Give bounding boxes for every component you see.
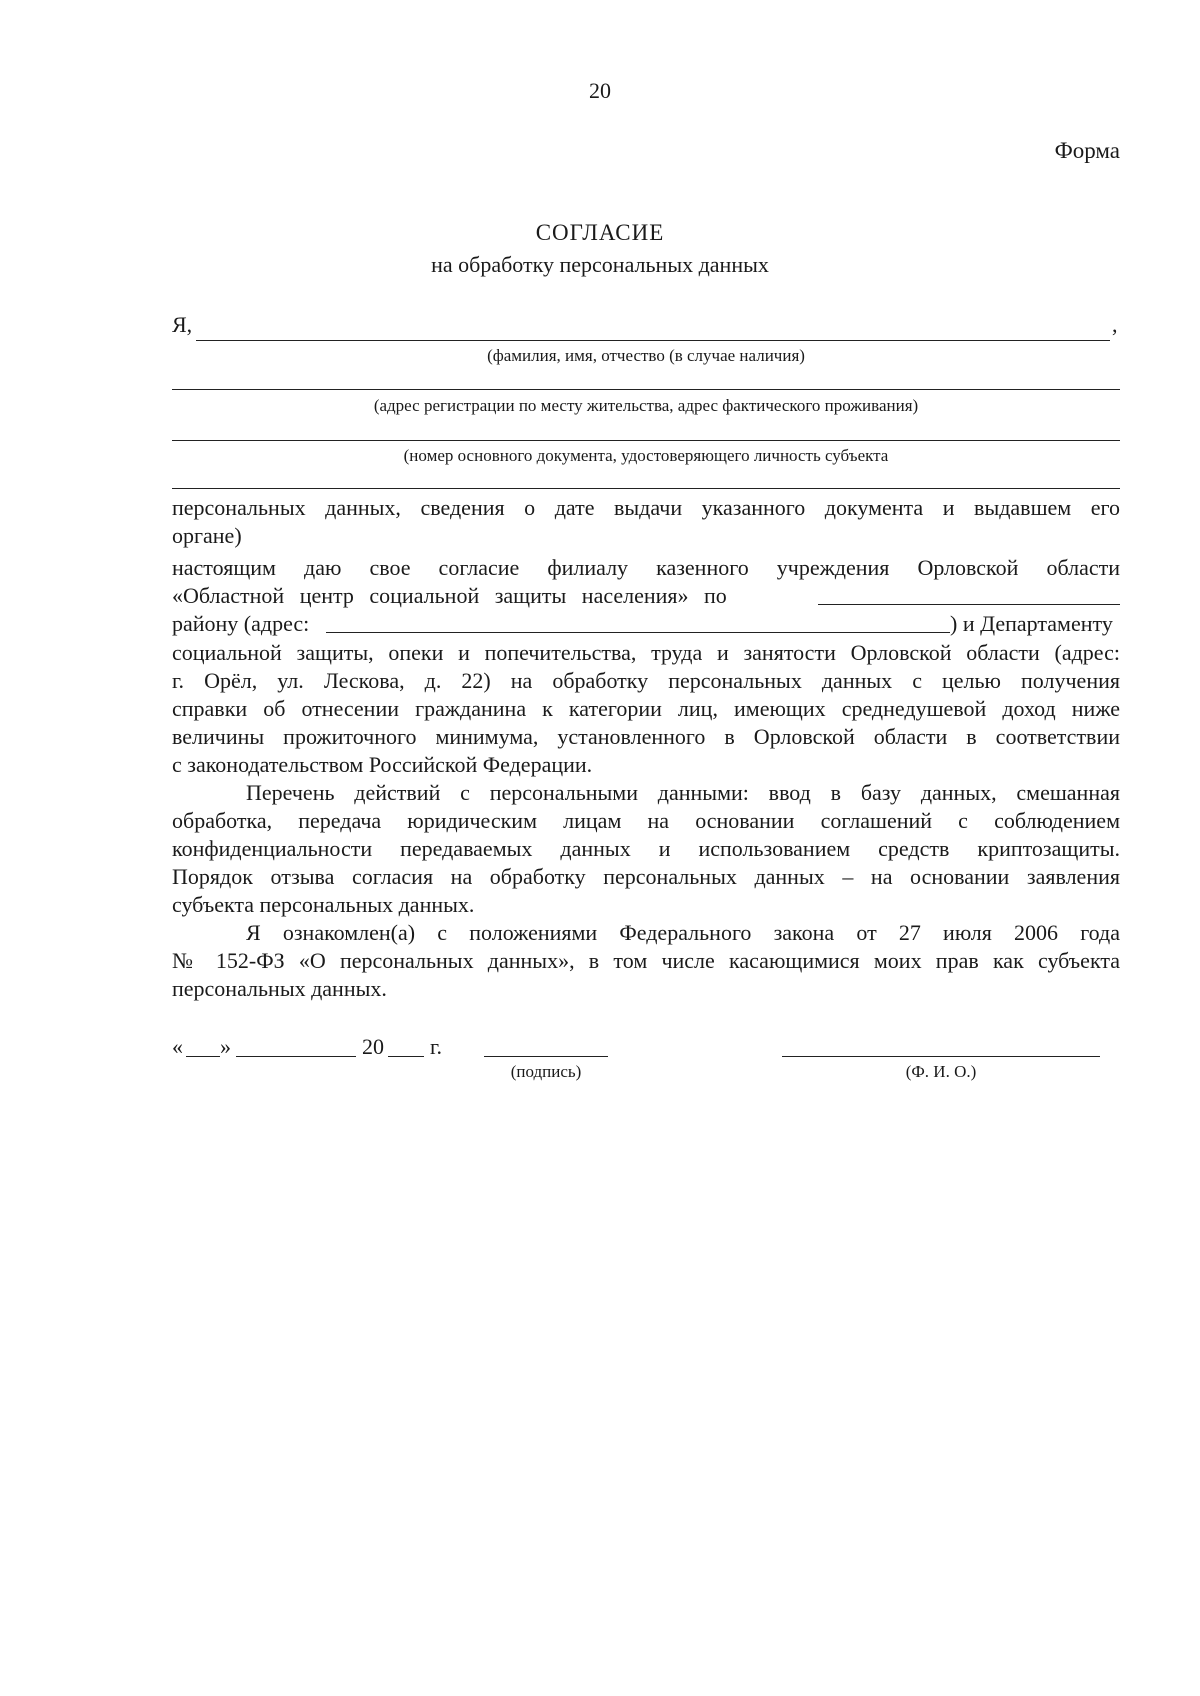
law-line-2: № 152-ФЗ «О персональных данных», в том числе касающимися моих прав как субъекта — [172, 948, 1120, 973]
actions-line-3: конфиденциальности передаваемых данных и использованием средств криптозащиты. — [172, 836, 1120, 861]
consent-line-8: с законодательством Российской Федерации. — [172, 752, 593, 777]
consent-line-6: справки об отнесении гражданина к категории лиц, имеющих среднедушевой доход ниже — [172, 696, 1120, 721]
actions-line-5: субъекта персональных данных. — [172, 892, 475, 917]
consent-line-5: г. Орёл, ул. Лескова, д. 22) на обработку персональных данных с целью получения — [172, 668, 1120, 693]
address-caption: (адрес регистрации по месту жительства, адрес фактического проживания) — [373, 396, 919, 415]
full-name-caption: (Ф. И. О.) — [905, 1062, 977, 1081]
date-year-suffix: г. — [430, 1034, 443, 1059]
actions-line-2: обработка, передача юридическим лицам на основании соглашений с соблюдением — [172, 808, 1120, 833]
subject-prefix: Я, — [172, 312, 193, 337]
consent-line-7: величины прожиточного минимума, установленного в Орловской области в соответствии — [172, 724, 1120, 749]
consent-line-4: социальной защиты, опеки и попечительства, труда и занятости Орловской области (адрес: — [172, 640, 1120, 665]
signature-caption: (подпись) — [510, 1062, 582, 1081]
name-caption: (фамилия, имя, отчество (в случае наличия) — [487, 346, 805, 365]
actions-line-4: Порядок отзыва согласия на обработку персональных данных – на основании заявления — [172, 864, 1120, 889]
date-year-line[interactable] — [388, 1056, 424, 1057]
document-subtitle: на обработку персональных данных — [431, 252, 769, 277]
subject-suffix: , — [1112, 312, 1118, 337]
document-fill-line-2[interactable] — [172, 488, 1120, 489]
consent-line-1: настоящим даю свое согласие филиалу казенного учреждения Орловской области — [172, 555, 1120, 580]
law-line-1: Я ознакомлен(а) с положениями Федерального закона от 27 июля 2006 года — [246, 920, 1120, 945]
district-fill-line[interactable] — [818, 604, 1120, 605]
page-number: 20 — [589, 78, 611, 103]
name-fill-line[interactable] — [196, 340, 1110, 341]
doc-text-line-2: органе) — [172, 523, 242, 548]
date-day-line[interactable] — [186, 1056, 220, 1057]
full-name-fill-line[interactable] — [782, 1056, 1100, 1057]
actions-line-1: Перечень действий с персональными данными: ввод в базу данных, смешанная — [246, 780, 1120, 805]
consent-line-2-row — [172, 583, 1120, 609]
document-fill-line[interactable] — [172, 440, 1120, 441]
consent-line-3b: ) и Департаменту — [950, 611, 1113, 636]
document-title: СОГЛАСИЕ — [535, 220, 665, 245]
address-fill-line[interactable] — [172, 389, 1120, 390]
date-month-line[interactable] — [236, 1056, 356, 1057]
consent-line-2: «Областной центр социальной защиты населения» по — [172, 583, 727, 608]
branch-address-fill-line[interactable] — [326, 632, 950, 633]
doc-text-line-1: персональных данных, сведения о дате выдачи указанного документа и выдавшем его — [172, 495, 1120, 520]
date-open-quote: « — [172, 1034, 183, 1059]
form-label: Форма — [1054, 138, 1120, 163]
document-caption: (номер основного документа, удостоверяющего личность субъекта — [403, 446, 889, 465]
consent-line-3a: району (адрес: — [172, 611, 310, 636]
signature-fill-line[interactable] — [484, 1056, 608, 1057]
date-year-prefix: 20 — [362, 1034, 384, 1059]
law-line-3: персональных данных. — [172, 976, 387, 1001]
date-close-quote: » — [220, 1034, 231, 1059]
